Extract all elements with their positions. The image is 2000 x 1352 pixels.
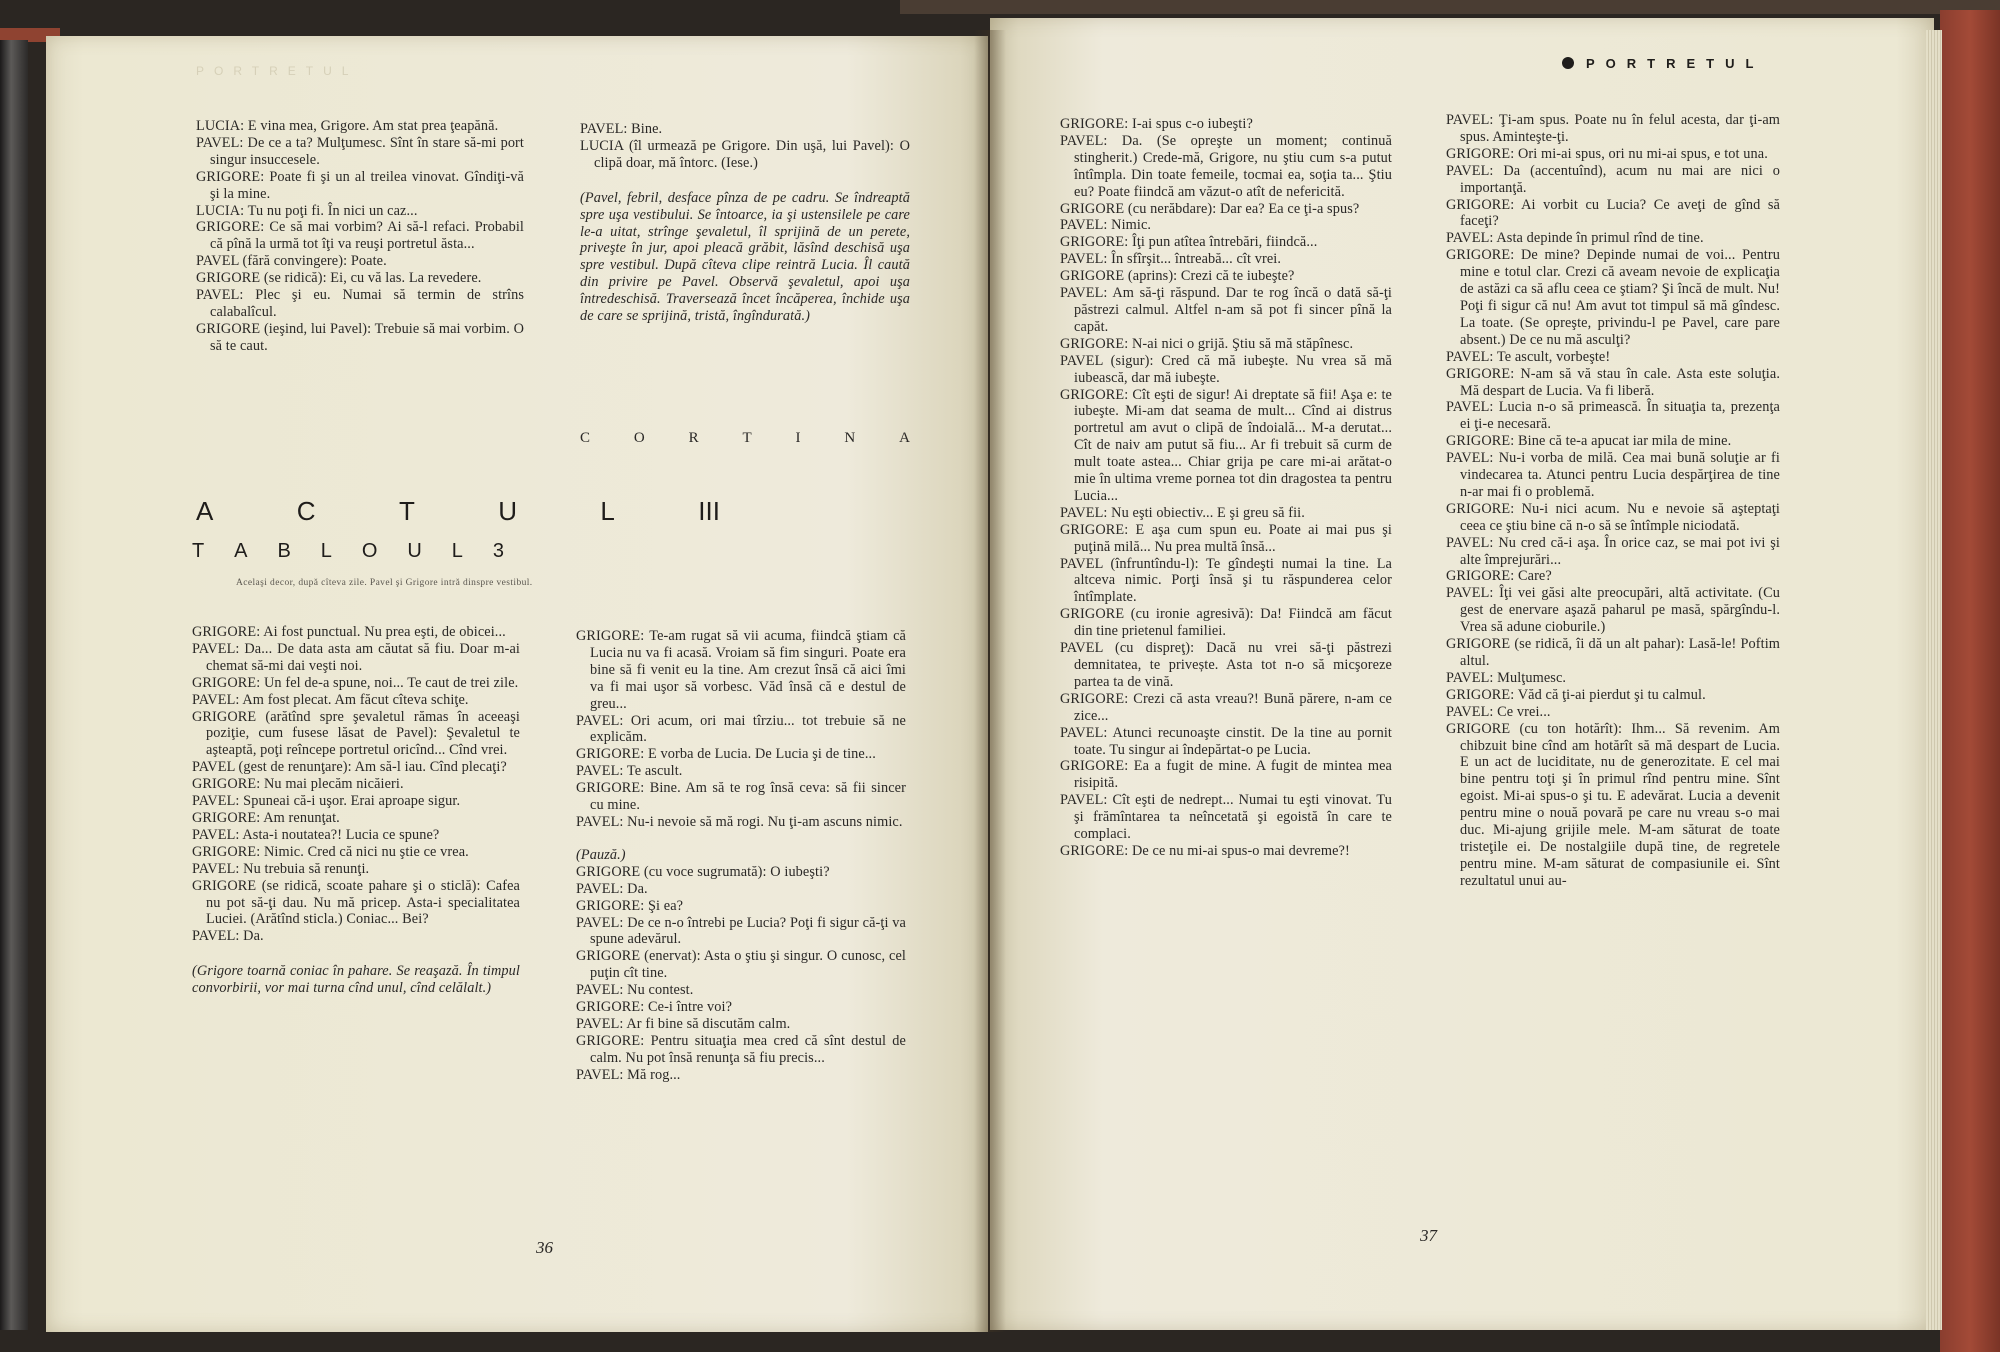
dialogue-line: GRIGORE: Bine că te-a apucat iar mila de mine.	[1446, 433, 1732, 450]
dialogue-line: PAVEL: Cît eşti de nedrept... Numai tu eşti vinovat. Tu şi frămîntarea ta neîncetată şi egoistă în care te complaci.	[1060, 792, 1392, 843]
dialogue-line: PAVEL (cu dispreţ): Dacă nu vrei să-ţi păstrezi demnitatea, te privește. Asta tot n-o să micşoreze partea ta de vină.	[1060, 640, 1392, 690]
dialogue-line: GRIGORE (aprins): Crezi că te iubeşte?	[1060, 268, 1295, 285]
dialogue-line: GRIGORE: Ai fost punctual. Nu prea eşti, de obicei...	[192, 624, 506, 640]
dialogue-line: GRIGORE (cu nerăbdare): Dar ea? Ea ce ţi-a spus?	[1060, 200, 1360, 217]
dialogue-line: PAVEL: Am fost plecat. Am făcut cîteva schiţe.	[192, 691, 469, 708]
column-right-page-right	[1446, 112, 1780, 890]
dialogue-line: PAVEL: Am să-ţi răspund. Dar te rog încă o dată să-ţi păstrezi calmul. Altfel n-am să pot fi sincer pînă la capăt.	[1060, 285, 1392, 335]
scene-setting: Acelaşi decor, după cîteva zile. Pavel şi Grigore intră dinspre vestibul.	[236, 578, 533, 588]
dialogue-line: GRIGORE: Ce să mai vorbim? Ai să-l refaci. Probabil că pînă la urmă tot îţi va reuşi portretul ăsta...	[196, 219, 524, 253]
tablou-letter: O	[361, 540, 378, 562]
cortina-heading	[580, 430, 910, 447]
dialogue-line: GRIGORE (cu voce sugrumată): O iubeşti?	[576, 863, 830, 880]
dialogue-line: PAVEL: De ce a ta? Mulţumesc. Sînt în stare să-mi port singur insuccesele.	[196, 134, 524, 168]
dialogue-line: GRIGORE: De mine? Depinde numai de voi... Pentru mine e totul clar. Crezi că aveam nevoie de explicaţia de astăzi ca să aflu ceea ce ştiam? Şi încă de mult. Nu! Poţi fi sigur că nu! Am avut tot timpul să mă gîndesc. La toate. (Se opreşte, privindu-l pe Pavel, care pare absent.) De ce nu mă asculţi?	[1446, 247, 1780, 348]
act-letter: A	[196, 496, 214, 526]
dialogue-line: GRIGORE: Nu mai plecăm nicăieri.	[192, 776, 404, 793]
dialogue-line: GRIGORE (arătînd spre şevaletul rămas în aceeaşi poziţie, cum fusese lăsat de Pavel): Şevaletul te aşteaptă, poţi reîncepe portretul oricînd... Cînd vrei.	[192, 708, 520, 759]
pause-direction: (Pauză.)	[576, 846, 626, 863]
dialogue-line: LUCIA: Tu nu poţi fi. În nici un caz...	[196, 202, 418, 219]
dialogue-line: GRIGORE: Îţi pun atîtea întrebări, fiindcă...	[1060, 234, 1318, 251]
dialogue-line: GRIGORE (cu ironie agresivă): Da! Fiindcă am făcut din tine prietenul familiei.	[1060, 606, 1392, 640]
dialogue-line: PAVEL: Da.	[192, 928, 264, 945]
dialogue-line: GRIGORE: De ce nu mi-ai spus-o mai devreme?!	[1060, 842, 1350, 859]
dialogue-line: GRIGORE: Ori mi-ai spus, ori nu mi-ai spus, e tot una.	[1446, 145, 1768, 162]
dialogue-line: GRIGORE (enervat): Asta o ştiu şi singur. O cunosc, cel puţin cît tine.	[576, 948, 906, 982]
dialogue-line: PAVEL: Nu eşti obiectiv... E şi greu să fii.	[1060, 504, 1305, 521]
tablou-letter: L	[320, 540, 332, 562]
dialogue-line: GRIGORE: Crezi că asta vreau?! Bună părere, n-am ce zice...	[1060, 690, 1392, 724]
dialogue-line: PAVEL: Atunci recunoaşte cinstit. De la tine au pornit toate. Tu singur ai îndepărtat-o pe Lucia.	[1060, 724, 1392, 758]
book-cover-top	[900, 0, 2000, 14]
dialogue-line: PAVEL: Nu cred că-i aşa. În orice caz, se mai pot ivi şi alte împrejurări...	[1446, 534, 1780, 568]
dialogue-line: PAVEL: Ce vrei...	[1446, 703, 1551, 720]
dialogue-line: PAVEL: Nu contest.	[576, 982, 694, 999]
dialogue-line: LUCIA (îl urmează pe Grigore. Din uşă, lui Pavel): O clipă doar, mă întorc. (Iese.)	[580, 137, 910, 171]
dialogue-line: GRIGORE: Un fel de-a spune, noi... Te caut de trei zile.	[192, 674, 519, 691]
act-heading	[196, 496, 720, 527]
dialogue-line: PAVEL: Îţi vei găsi alte preocupări, altă activitate. (Cu gest de enervare aşază paharul pe masă, spărgîndu-l. Vrea să adune cioburile.)	[1446, 585, 1780, 636]
ghost-running-head: PORTRETUL	[196, 64, 359, 78]
dialogue-line: GRIGORE: I-ai spus c-o iubeşti?	[1060, 116, 1253, 132]
dialogue-line: PAVEL: Spuneai că-i uşor. Erai aproape sigur.	[192, 793, 461, 810]
dialogue-line: GRIGORE: Care?	[1446, 568, 1552, 585]
dialogue-line: PAVEL: Asta depinde în primul rînd de tine.	[1446, 230, 1704, 247]
dialogue-line: GRIGORE: Ea a fugit de mine. A fugit de mintea mea risipită.	[1060, 758, 1392, 792]
dialogue-line: GRIGORE: Ce-i între voi?	[576, 999, 733, 1016]
dialogue-line: PAVEL: Mă rog...	[576, 1066, 681, 1083]
cortina-letter: N	[844, 430, 856, 446]
dialogue-line: PAVEL: Ţi-am spus. Poate nu în felul acesta, dar ţi-am spus. Aminteşte-ţi.	[1446, 112, 1780, 145]
tablou-letter: B	[277, 540, 291, 562]
page-number-left: 36	[536, 1238, 553, 1257]
dialogue-line: PAVEL: Da.	[576, 880, 648, 897]
act-letter: C	[296, 496, 316, 526]
dialogue-line: GRIGORE: E vorba de Lucia. De Lucia şi de tine...	[576, 746, 876, 763]
dialogue-line: GRIGORE (se ridică, îi dă un alt pahar): Lasă-le! Poftim altul.	[1446, 636, 1780, 669]
cortina-letter: I	[795, 430, 801, 446]
column-left-bottom	[192, 624, 520, 997]
dialogue-line: GRIGORE: Nu-i nici acum. Nu e nevoie să aşteptaţi ceea ce ştiu bine că n-o să se întîmple niciodată.	[1446, 500, 1780, 534]
dialogue-line: GRIGORE: Şi ea?	[576, 897, 684, 914]
cortina-letter: O	[633, 430, 645, 446]
dialogue-line: GRIGORE: Am renunţat.	[192, 809, 340, 826]
act-letter: III	[698, 496, 720, 526]
dialogue-line: PAVEL: Nimic.	[1060, 217, 1152, 234]
dialogue-line: PAVEL: Te ascult, vorbeşte!	[1446, 348, 1611, 365]
act-letter: U	[498, 496, 518, 526]
dialogue-line: GRIGORE (se ridică): Ei, cu vă las. La revedere.	[196, 270, 482, 287]
dialogue-line: PAVEL (gest de renunţare): Am să-l iau. Cînd plecaţi?	[192, 759, 507, 776]
dialogue-line: PAVEL (fără convingere): Poate.	[196, 253, 387, 270]
column-right-bottom	[576, 628, 906, 1084]
act-letter: T	[398, 496, 415, 526]
book-cover-right	[1940, 10, 2000, 1352]
dialogue-line: PAVEL: Da... De data asta am căutat să fiu. Doar m-ai chemat să-mi dai veşti noi.	[192, 640, 520, 674]
tablou-heading	[192, 540, 504, 563]
tablou-letter: L	[451, 540, 463, 562]
dialogue-line: GRIGORE: Pentru situaţia mea cred că sînt destul de calm. Nu pot însă renunţa să fiu precis...	[576, 1032, 906, 1066]
tablou-letter: 3	[492, 540, 504, 562]
dialogue-line: PAVEL: În sfîrşit... întreabă... cît vrei.	[1060, 251, 1282, 268]
book-gutter	[974, 30, 1006, 1332]
running-head-text: PORTRETUL	[1586, 56, 1765, 71]
dialogue-line: GRIGORE: N-ai nici o grijă. Ştiu să mă stăpînesc.	[1060, 335, 1354, 352]
dialogue-line: PAVEL: De ce n-o întrebi pe Lucia? Poţi fi sigur că-ţi va spune adevărul.	[576, 914, 906, 948]
tablou-letter: U	[407, 540, 422, 562]
dialogue-line: GRIGORE: Cît eşti de sigur! Ai dreptate să fii! Aşa e: te iubeşte. Mi-am dat seama de mult... Cînd ai distrus portretul am avut o clipă de îndoială... M-a derutat... Cît de naiv am putut să fiu... Ar fi trebuit să curm de mult toate astea... Chiar grija pe care mi-ai arătat-o mie în ultima vreme pornea tot din dragostea ta pentru Lucia...	[1060, 386, 1392, 504]
dialogue-line: PAVEL (sigur): Cred că mă iubeşte. Nu vrea să mă iubească, dar mă iubeşte.	[1060, 352, 1392, 386]
dialogue-line: PAVEL: Nu-i nevoie să mă rogi. Nu ţi-am ascuns nimic.	[576, 813, 903, 830]
dialogue-line: PAVEL: Asta-i noutatea?! Lucia ce spune?	[192, 826, 440, 843]
dialogue-line: GRIGORE: Văd că ţi-ai pierdut şi tu calmul.	[1446, 686, 1706, 703]
bullet-icon	[1562, 57, 1574, 69]
running-head	[1562, 56, 1764, 71]
dialogue-line: GRIGORE: E aşa cum spun eu. Poate ai mai pus şi puţină milă... Nu prea multă însă...	[1060, 521, 1392, 555]
cortina-letter: C	[580, 430, 591, 446]
dialogue-line: GRIGORE: Bine. Am să te rog însă ceva: să fii sincer cu mine.	[576, 780, 906, 814]
act-letter: L	[600, 496, 615, 526]
tablou-letter: T	[192, 540, 205, 562]
dialogue-line: PAVEL: Nu-i vorba de milă. Cea mai bună soluţie ar fi vindecarea ta. Atunci pentru Lucia despărţirea de tine n-ar mai fi o problemă.	[1446, 450, 1780, 500]
dialogue-line: GRIGORE (ieşind, lui Pavel): Trebuie să mai vorbim. O să te caut.	[196, 320, 524, 354]
dialogue-line: GRIGORE: Poate fi şi un al treilea vinovat. Gîndiţi-vă şi la mine.	[196, 168, 524, 202]
dialogue-line: PAVEL: Nu trebuia să renunţi.	[192, 860, 370, 877]
dialogue-line: GRIGORE: Te-am rugat să vii acuma, fiindcă ştiam că Lucia nu va fi acasă. Vroiam să fim singuri. Poate era bine să fi venit eu la tine. Am crezut însă că aici îmi va fi mai uşor să vorbesc. Văd însă că e destul de greu...	[576, 628, 906, 712]
dialogue-line: GRIGORE (se ridică, scoate pahare şi o sticlă): Cafea nu pot să-ţi dau. Nu mă pricep. Asta-i specialitatea Luciei. (Arătînd sticla.) Coniac... Bei?	[192, 877, 520, 928]
column-left-top	[196, 118, 524, 355]
cortina-letter: A	[899, 430, 910, 446]
dialogue-line: PAVEL: Mulţumesc.	[1446, 669, 1567, 686]
page-edges	[1926, 30, 1942, 1330]
dialogue-line: GRIGORE: Ai vorbit cu Lucia? Ce aveţi de gînd să faceţi?	[1446, 196, 1780, 230]
dialogue-line: LUCIA: E vina mea, Grigore. Am stat prea ţeapănă.	[196, 118, 499, 134]
column-right-page-left	[1060, 116, 1392, 860]
dialogue-line: GRIGORE (cu ton hotărît): Ihm... Să revenim. Am chibzuit bine cînd am hotărît să mă despart de Lucia. E un act de luciditate, nu de generozitate. E cel mai bine pentru toţi şi în primul rînd pentru mine. Sînt egoist. Mi-ai spus-o şi tu. E adevărat. Lucia a devenit pentru mine o nouă povară pe care nu vreau s-o mai duc. Mi-ajung grijile mele. M-am săturat de toate tristeţile ei. De nostalgiile după tine, de regretele pentru mine. M-am săturat de compasiunile ei. Sînt rezultatul unui au-	[1446, 720, 1780, 889]
dialogue-line: GRIGORE: N-am să vă stau în cale. Asta este soluţia. Mă despart de Lucia. Va fi liberă.	[1446, 365, 1780, 399]
dialogue-line: GRIGORE: Nimic. Cred că nici nu ştie ce vrea.	[192, 843, 469, 860]
dialogue-line: PAVEL: Bine.	[580, 121, 663, 137]
page-number-right: 37	[1420, 1226, 1437, 1245]
dialogue-line: PAVEL (înfruntîndu-l): Te gîndeşti numai la tine. La altceva nimic. Porţi însă şi tu răspunderea celor întîmplate.	[1060, 555, 1392, 606]
column-right-top	[580, 121, 910, 325]
stage-direction: (Grigore toarnă coniac în pahare. Se reaşază. În timpul convorbirii, vor mai turna cînd unul, cînd celălalt.)	[192, 963, 520, 997]
dialogue-line: PAVEL: Ori acum, ori mai tîrziu... tot trebuie să ne explicăm.	[576, 712, 906, 746]
dialogue-line: PAVEL: Ar fi bine să discutăm calm.	[576, 1015, 791, 1032]
tablou-letter: A	[234, 540, 248, 562]
stage-direction: (Pavel, febril, desface pînza de pe cadru. Se îndreaptă spre uşa vestibului. Se întoarce, ia şi ustensilele pe care le-a uitat, strînge şevaletul, îl sprijină de un perete, priveşte în jur, apoi pleacă grăbit, lăsînd deschisă uşa spre vestibul. După cîteva clipe reintră Lucia. Îl caută din privire pe Pavel. Observă şevaletul, apoi uşa întredeschisă. Traversează încet încăperea, închide uşa de care se sprijină, tristă, îngîndurată.)	[580, 189, 910, 325]
dialogue-line: PAVEL: Plec şi eu. Numai să termin de strîns calabalîcul.	[196, 287, 524, 320]
cortina-letter: T	[742, 430, 752, 446]
book-spine-edge	[0, 40, 28, 1330]
dialogue-line: PAVEL: Lucia n-o să primească. În situaţia ta, prezenţa ei ţi-e necesară.	[1446, 399, 1780, 433]
cortina-letter: R	[688, 430, 699, 446]
dialogue-line: PAVEL: Da. (Se opreşte un moment; continuă stingherit.) Crede-mă, Grigore, nu ştiu cum s-a putut întîmpla. Din toate femeile, tocmai ea, soţia ta... Ştiu eu? Poate fiindcă am văzut-o atît de nefericită.	[1060, 132, 1392, 200]
dialogue-line: PAVEL: Da (accentuînd), acum nu mai are nici o importanţă.	[1446, 162, 1780, 196]
dialogue-line: PAVEL: Te ascult.	[576, 763, 683, 780]
